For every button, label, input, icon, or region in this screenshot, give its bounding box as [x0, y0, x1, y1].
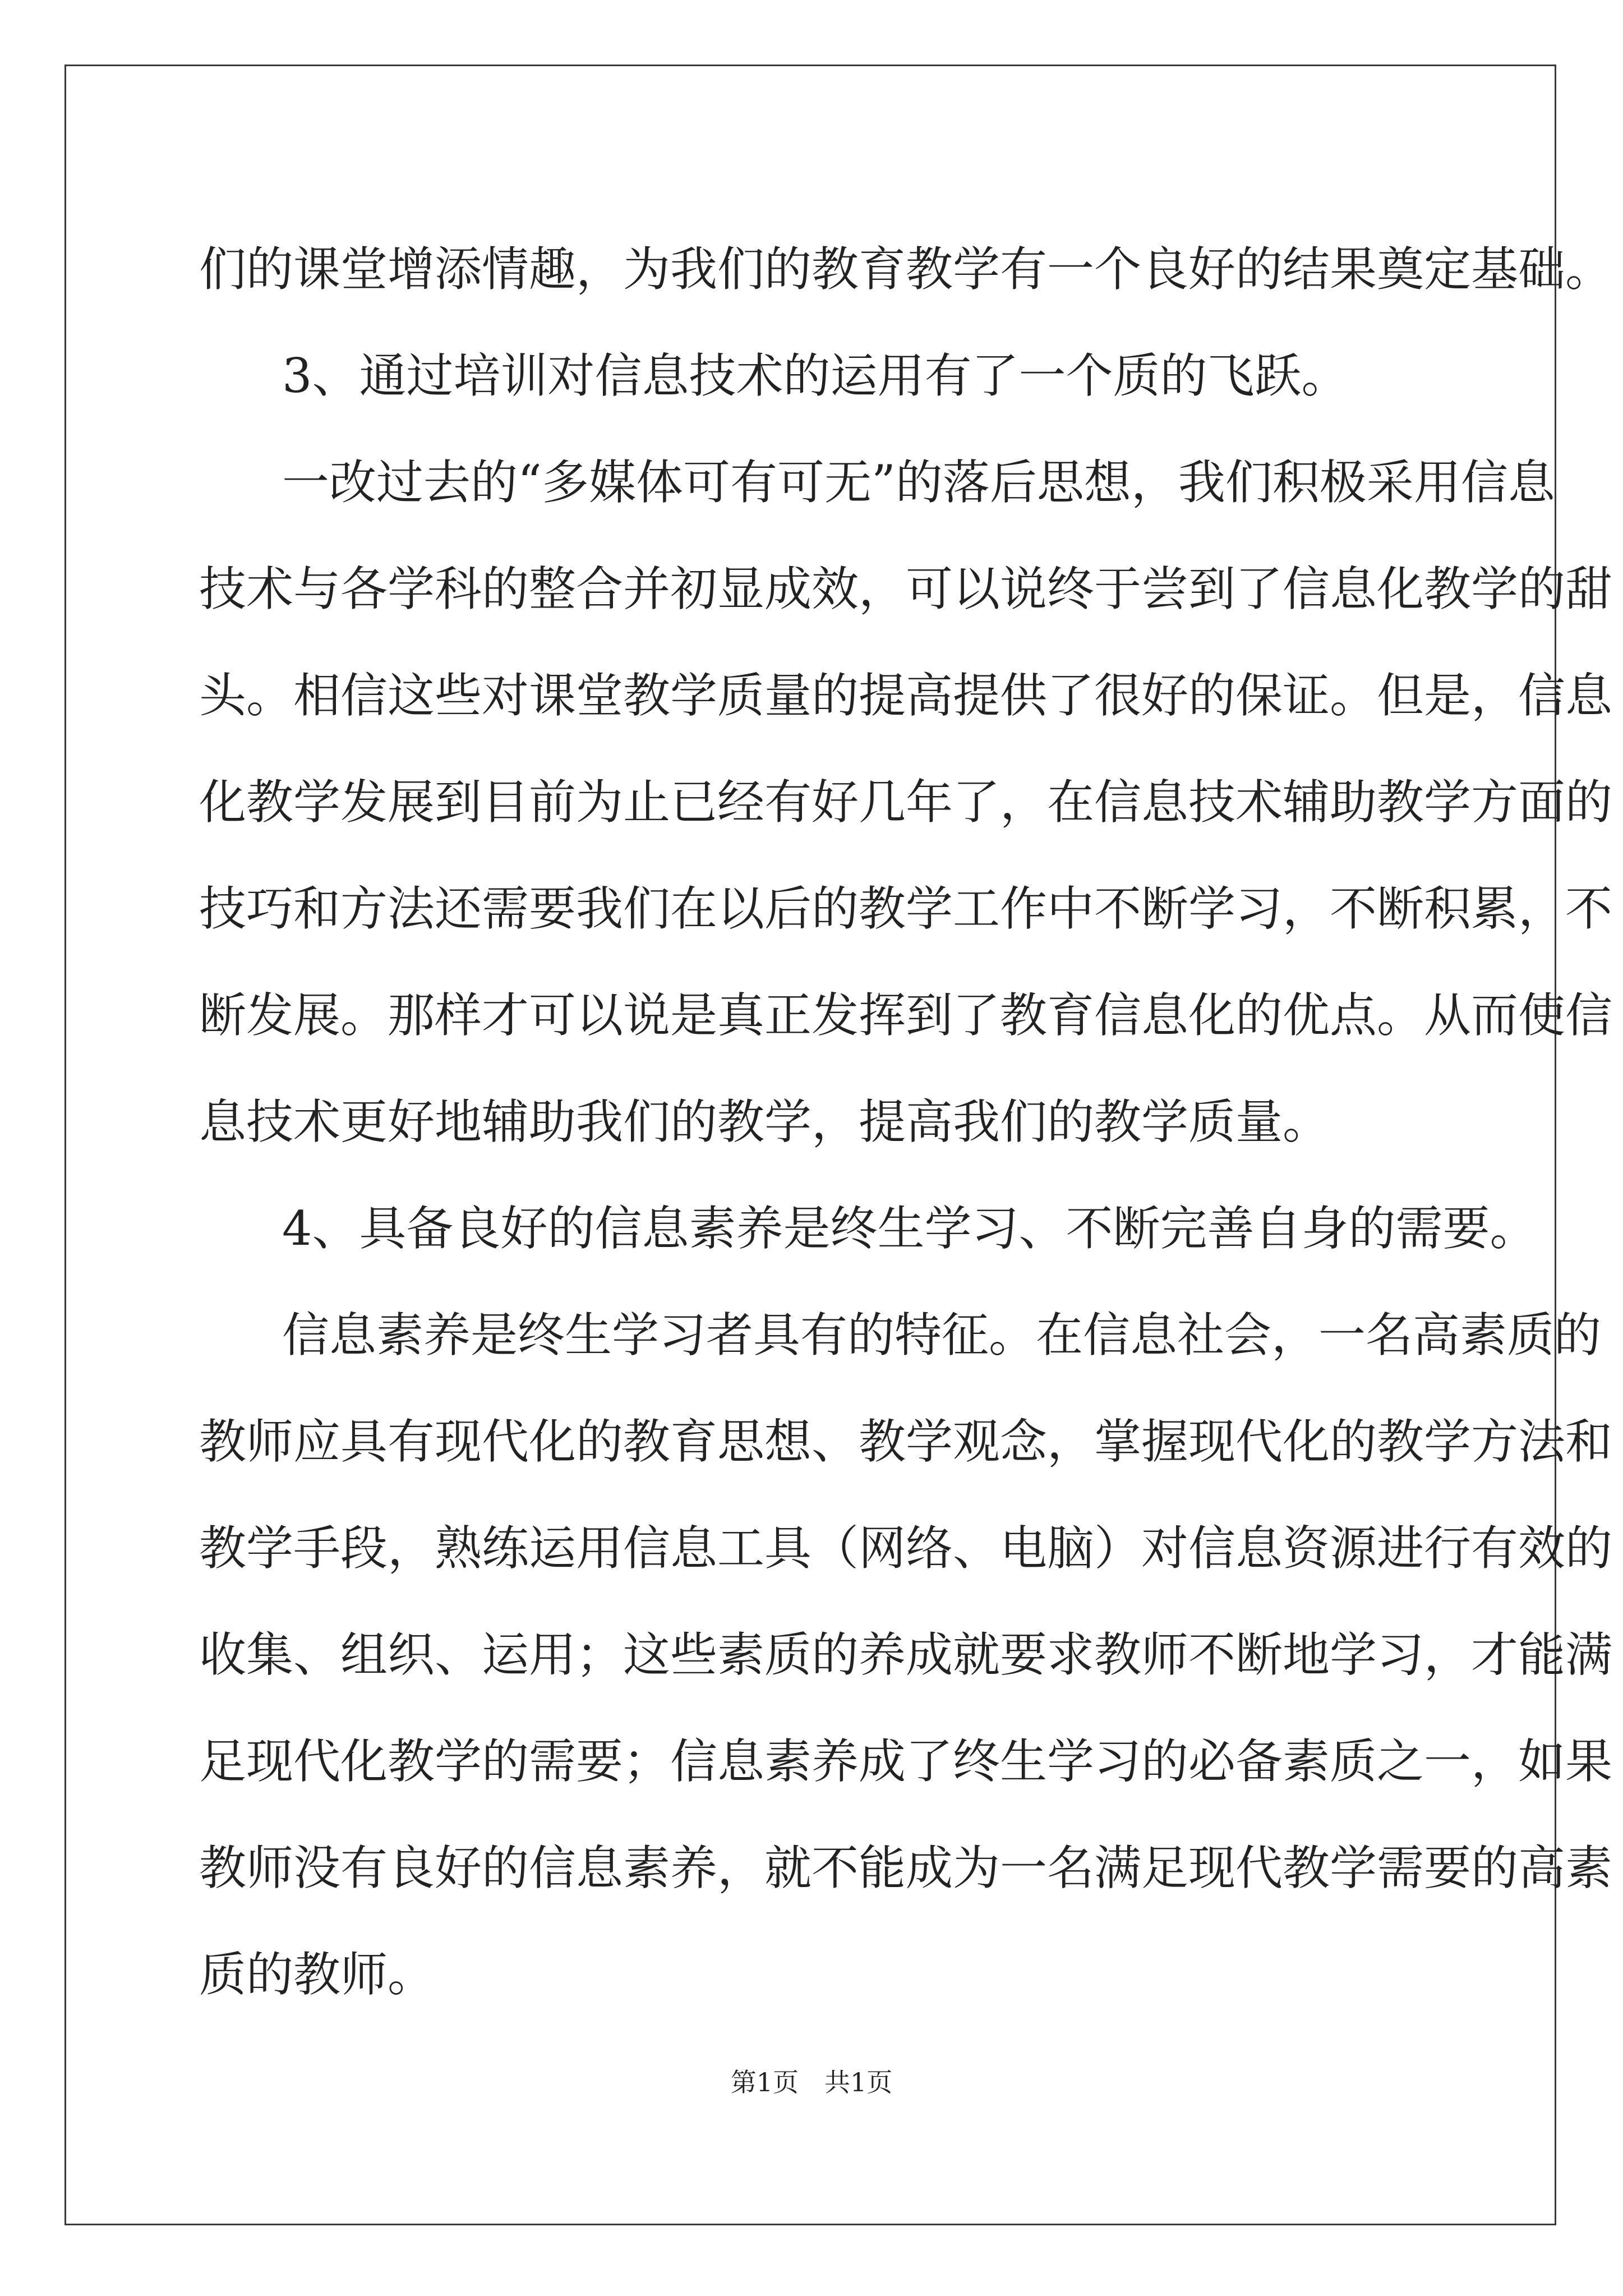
- text-line: 教师没有良好的信息素养，就不能成为一名满足现代教学需要的高素: [199, 1841, 1613, 1895]
- text-line: 们的课堂增添情趣，为我们的教育教学有一个良好的结果奠定基础。: [199, 242, 1613, 297]
- section-heading: 4、具备良好的信息素养是终生学习、不断完善自身的需要。: [282, 1201, 1537, 1256]
- text-line: 收集、组织、运用；这些素质的养成就要求教师不断地学习，才能满: [199, 1627, 1613, 1682]
- text-line: 断发展。那样才可以说是真正发挥到了教育信息化的优点。从而使信: [199, 988, 1613, 1043]
- text-line: 信息素养是终生学习者具有的特征。在信息社会，一名高素质的: [282, 1308, 1602, 1363]
- section-heading: 3、通过培训对信息技术的运用有了一个质的飞跃。: [282, 348, 1349, 403]
- text-line: 技术与各学科的整合并初显成效，可以说终于尝到了信息化教学的甜: [199, 562, 1613, 616]
- page-number-footer: 第1页 共1页: [730, 2067, 893, 2097]
- text-line: 足现代化教学的需要；信息素养成了终生学习的必备素质之一，如果: [199, 1734, 1613, 1789]
- text-line: 化教学发展到目前为止已经有好几年了，在信息技术辅助教学方面的: [199, 775, 1613, 830]
- text-line: 教师应具有现代化的教育思想、教学观念，掌握现代化的教学方法和: [199, 1414, 1613, 1469]
- text-line: 质的教师。: [199, 1947, 435, 2002]
- text-line: 教学手段，熟练运用信息工具（网络、电脑）对信息资源进行有效的: [199, 1521, 1613, 1576]
- document-body: [199, 216, 1613, 2028]
- text-line: 一改过去的“多媒体可有可无”的落后思想，我们积极采用信息: [282, 455, 1555, 510]
- text-line: 技巧和方法还需要我们在以后的教学工作中不断学习，不断积累，不: [199, 881, 1613, 936]
- text-line: 头。相信这些对课堂教学质量的提高提供了很好的保证。但是，信息: [199, 668, 1613, 723]
- text-line: 息技术更好地辅助我们的教学，提高我们的教学质量。: [199, 1094, 1330, 1149]
